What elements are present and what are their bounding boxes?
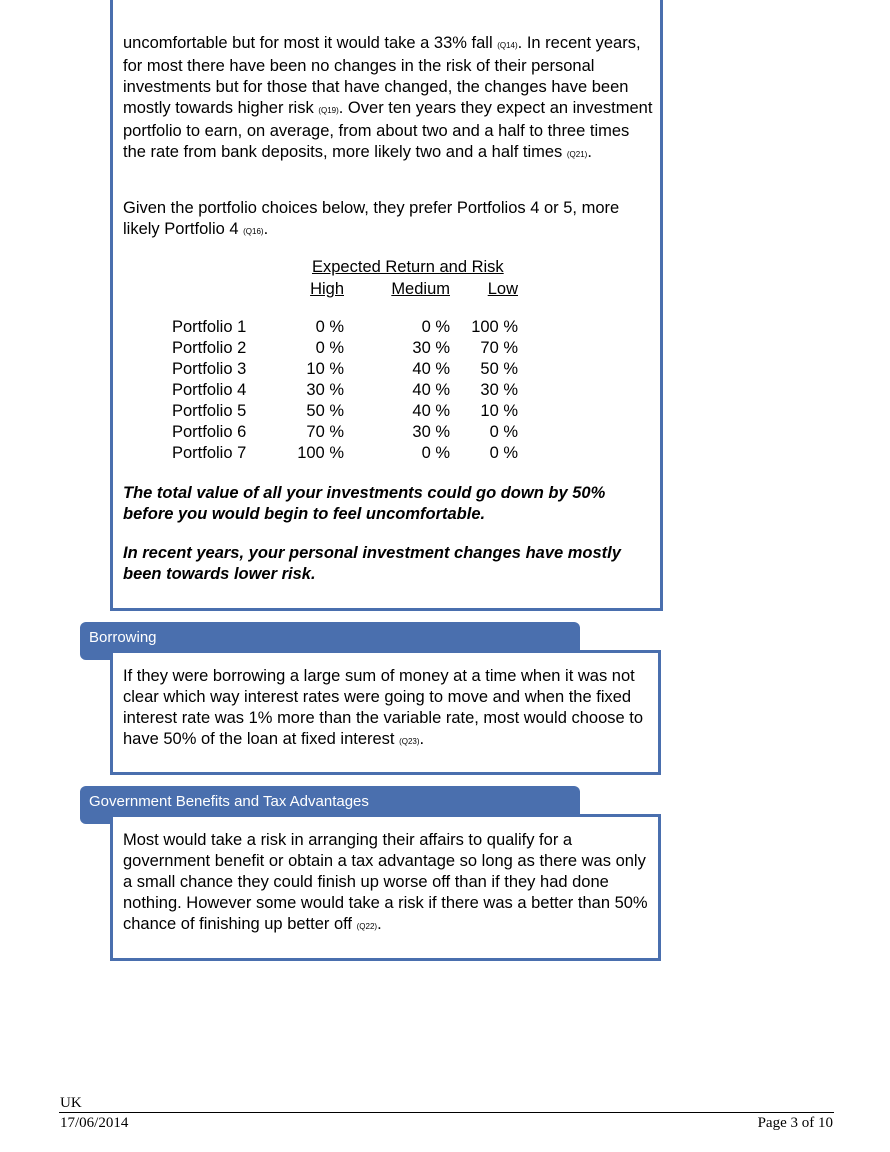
low-value: 30 % xyxy=(480,381,518,399)
table-row xyxy=(172,317,518,338)
high-value: 0 % xyxy=(315,318,344,336)
risk-paragraph: uncomfortable but for most it would take a 33% fall (Q14). In recent years, for most there have been no changes in the risk of their personal investments but for those that have changed, the changes have been mostly towards higher risk (Q19). Over ten years they expect an investment portfolio to earn, on average, from about two and a half to three times the rate from bank deposits, more likely two and a half times (Q21). xyxy=(123,34,653,161)
footer-divider xyxy=(59,1112,834,1113)
footer-country: UK xyxy=(60,1095,82,1111)
portfolio-table xyxy=(172,279,518,464)
low-value: 0 % xyxy=(489,444,518,462)
medium-value: 0 % xyxy=(421,444,450,462)
government-title: Government Benefits and Tax Advantages xyxy=(89,793,369,810)
col-high: High xyxy=(310,280,344,298)
high-value: 50 % xyxy=(306,402,344,420)
low-value: 0 % xyxy=(489,423,518,441)
low-value: 100 % xyxy=(471,318,518,336)
medium-value: 0 % xyxy=(421,318,450,336)
high-value: 10 % xyxy=(306,360,344,378)
table-row xyxy=(172,359,518,380)
portfolio-name: Portfolio 6 xyxy=(172,423,247,441)
risk-profile-box xyxy=(110,0,663,611)
borrowing-paragraph: If they were borrowing a large sum of money at a time when it was not clear which way interest rates were going to move and when the fixed interest rate was 1% more than the variable rate, most would choose to have 50% of the loan at fixed interest (Q23). xyxy=(123,667,644,748)
medium-value: 30 % xyxy=(412,339,450,357)
medium-value: 40 % xyxy=(412,360,450,378)
table-row xyxy=(172,338,518,359)
borrowing-title: Borrowing xyxy=(89,629,157,646)
borrowing-box xyxy=(110,650,661,775)
high-value: 100 % xyxy=(297,444,344,462)
portfolio-name: Portfolio 2 xyxy=(172,339,247,357)
high-value: 70 % xyxy=(306,423,344,441)
low-value: 50 % xyxy=(480,360,518,378)
portfolio-name: Portfolio 5 xyxy=(172,402,247,420)
high-value: 0 % xyxy=(315,339,344,357)
table-heading: Expected Return and Risk xyxy=(312,258,504,276)
portfolio-name: Portfolio 3 xyxy=(172,360,247,378)
table-row xyxy=(172,422,518,443)
table-row xyxy=(172,380,518,401)
medium-value: 30 % xyxy=(412,423,450,441)
col-low: Low xyxy=(487,280,518,298)
high-value: 30 % xyxy=(306,381,344,399)
government-box xyxy=(110,814,661,961)
footer-page-number: Page 3 of 10 xyxy=(757,1115,833,1131)
risk-tolerance-statement: The total value of all your investments could go down by 50% before you would begin to feel uncomfortable. xyxy=(123,484,606,523)
col-medium: Medium xyxy=(391,280,450,298)
portfolio-name: Portfolio 4 xyxy=(172,381,247,399)
portfolio-name: Portfolio 7 xyxy=(172,444,247,462)
investment-change-statement: In recent years, your personal investment changes have mostly been towards lower risk. xyxy=(123,544,621,583)
medium-value: 40 % xyxy=(412,381,450,399)
footer-date: 17/06/2014 xyxy=(60,1115,129,1131)
table-header-row xyxy=(172,279,518,300)
low-value: 70 % xyxy=(480,339,518,357)
table-row xyxy=(172,443,518,464)
low-value: 10 % xyxy=(480,402,518,420)
government-paragraph: Most would take a risk in arranging their affairs to qualify for a government benefit or obtain a tax advantage so long as there was only a small chance they could finish up worse off than if they had done nothing. However some would take a risk if there was a better than 50% chance of finishing up better off (Q22). xyxy=(123,831,648,933)
medium-value: 40 % xyxy=(412,402,450,420)
table-row xyxy=(172,401,518,422)
portfolio-choice-paragraph: Given the portfolio choices below, they prefer Portfolios 4 or 5, more likely Portfolio 4 (Q16). xyxy=(123,199,620,238)
portfolio-name: Portfolio 1 xyxy=(172,318,247,336)
